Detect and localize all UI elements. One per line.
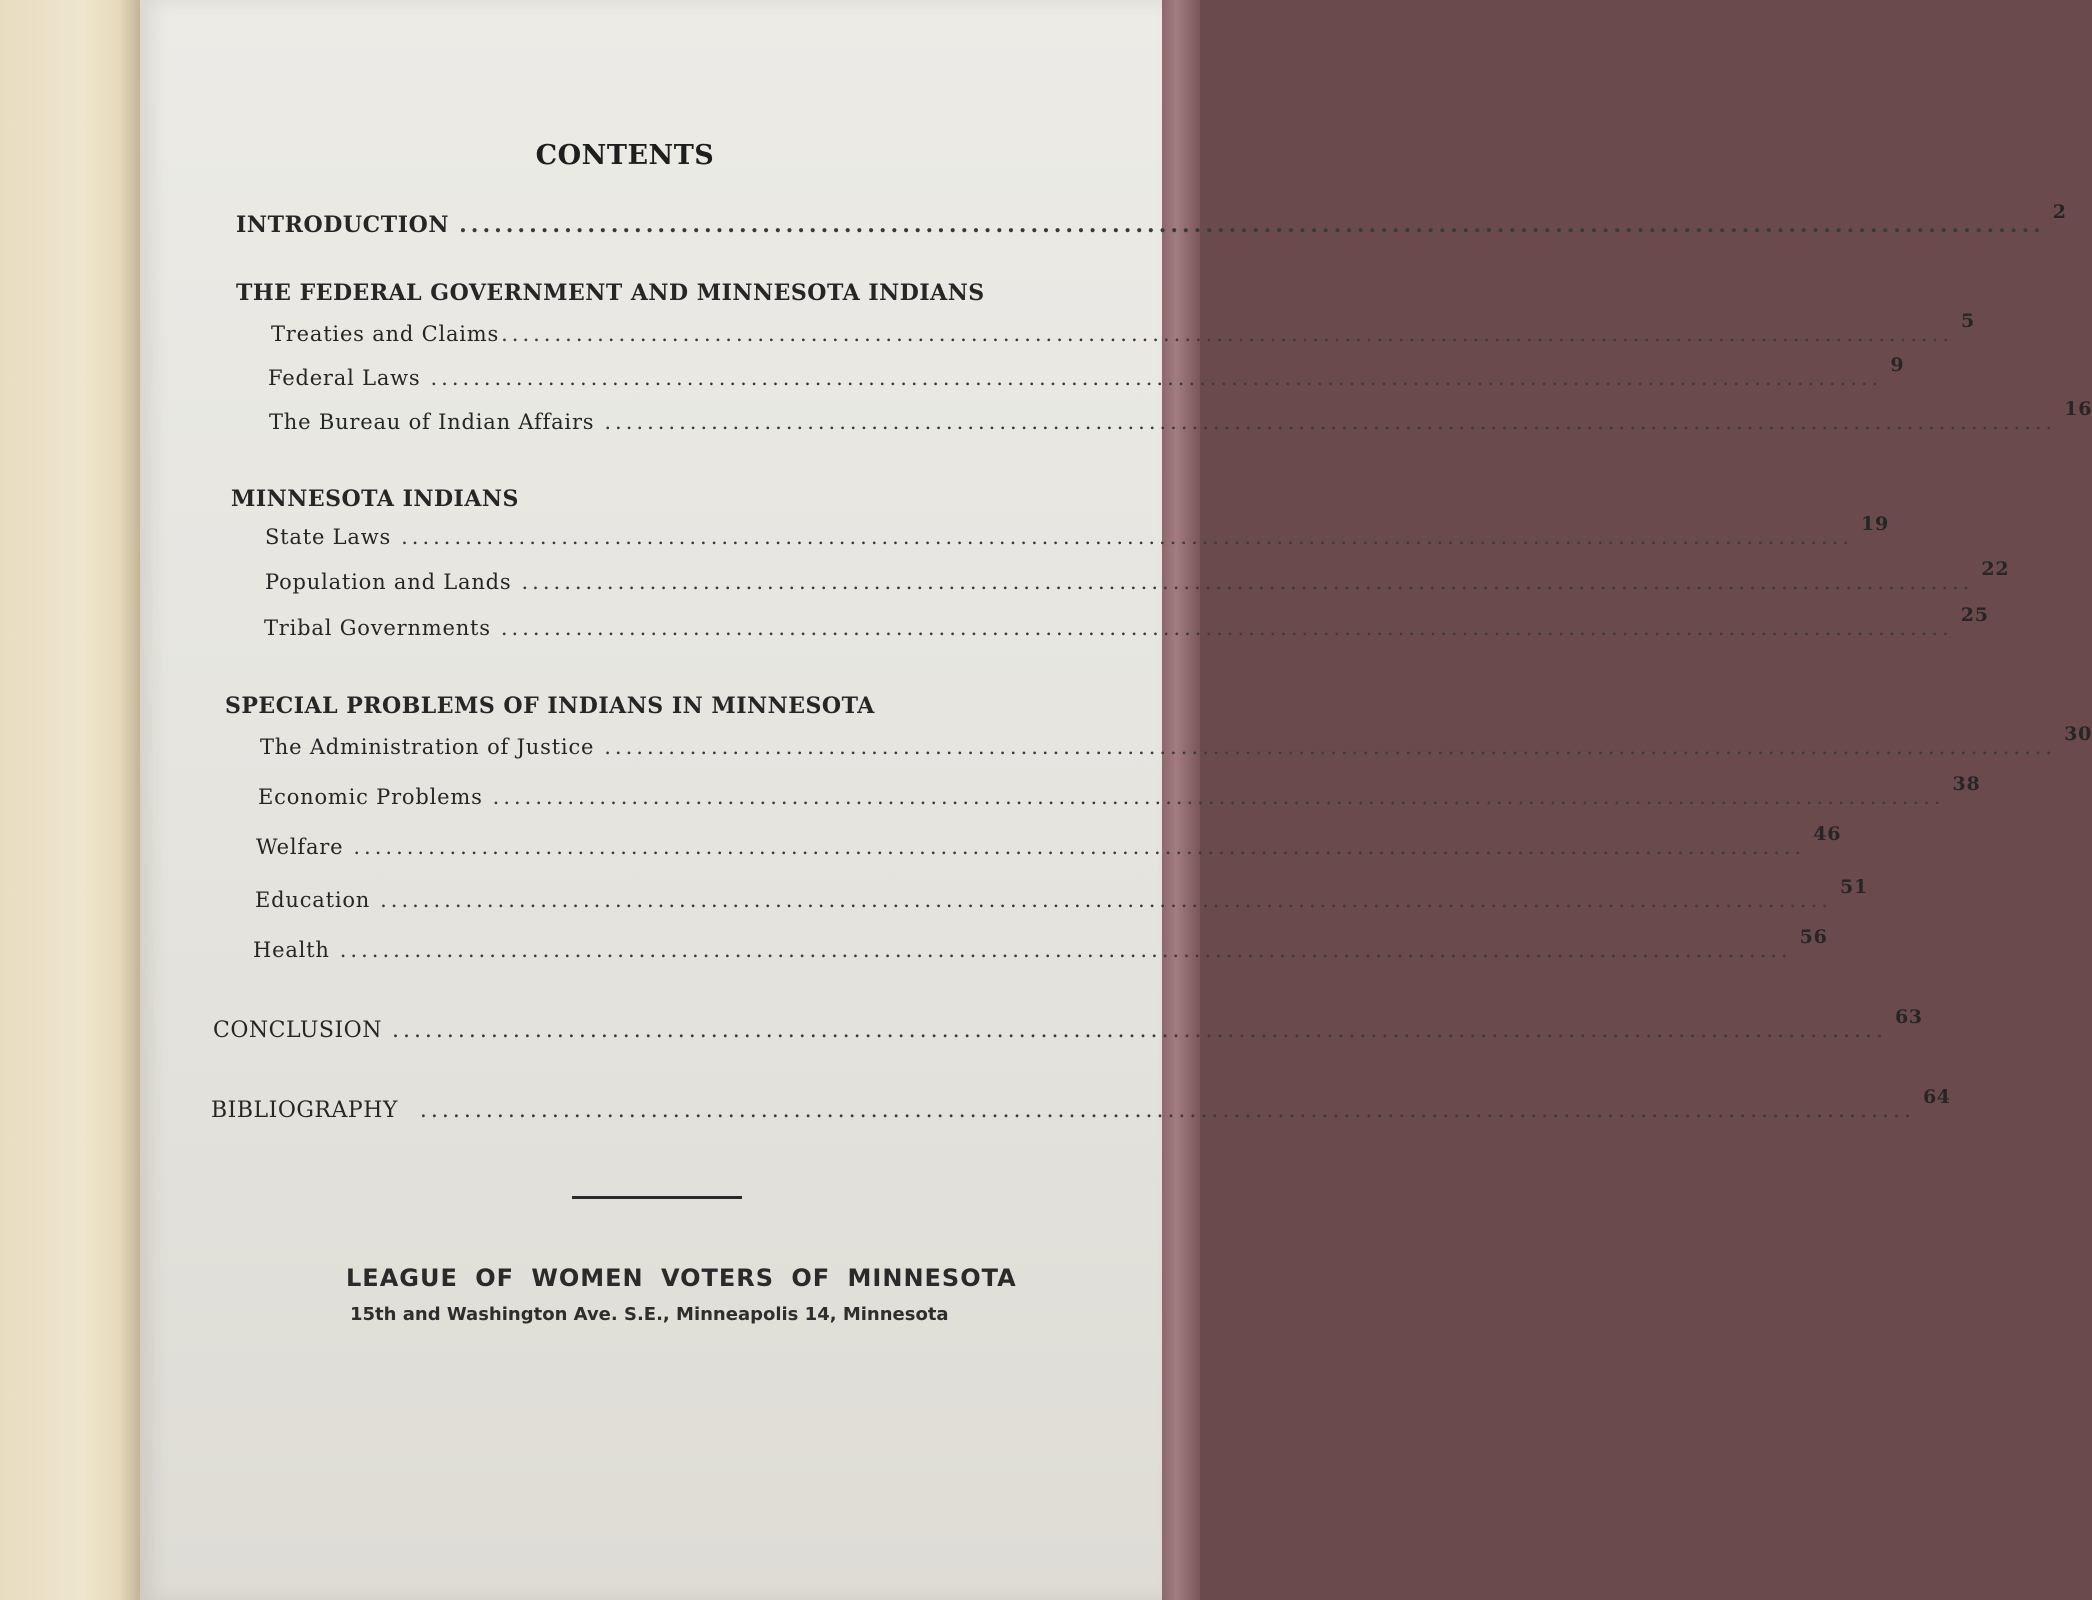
dot-leader: ........................................................................................................................................ (492, 785, 1945, 809)
toc-entry-education[interactable] (255, 876, 1868, 912)
toc-entry-justice[interactable] (260, 723, 2092, 759)
toc-page-number: 63 (1895, 1006, 1923, 1028)
toc-entry-label: Federal Laws (268, 366, 421, 390)
dot-leader: ........................................................................................................................................ (391, 1018, 1888, 1043)
toc-entry-label: Treaties and Claims (271, 322, 500, 346)
toc-entry-bureau[interactable] (269, 398, 2092, 434)
toc-entry-population[interactable] (265, 558, 2010, 594)
publisher-address: 15th and Washington Ave. S.E., Minneapolis 14, Minnesota (350, 1304, 949, 1325)
dot-leader: ........................................................................................................................................ (501, 322, 1953, 346)
toc-page-number: 51 (1839, 876, 1868, 898)
section-heading-special-problems[interactable]: SPECIAL PROBLEMS OF INDIANS IN MINNESOTA (225, 693, 875, 719)
toc-entry-introduction[interactable] (236, 201, 2067, 238)
toc-page-number: 56 (1799, 926, 1828, 948)
toc-entry-label: Population and Lands (265, 570, 512, 594)
toc-page-number: 5 (1960, 310, 1975, 332)
dot-leader: ........................................................................................................................................ (604, 410, 2057, 434)
toc-page-number: 19 (1860, 513, 1889, 535)
toc-entry-health[interactable] (253, 926, 1828, 962)
toc-entry-federal-laws[interactable] (268, 354, 1905, 390)
toc-entry-state-laws[interactable] (265, 513, 1889, 549)
dot-leader: ........................................................................................................................................ (419, 1098, 1915, 1123)
toc-entry-label: BIBLIOGRAPHY (211, 1098, 398, 1123)
toc-page-number: 25 (1960, 604, 1989, 626)
dot-leader: ........................................................................................................................................ (401, 525, 1853, 549)
toc-entry-label: CONCLUSION (213, 1018, 382, 1043)
toc-entry-label: Tribal Governments (264, 616, 491, 640)
toc-entry-label: Health (253, 938, 330, 962)
section-heading-minnesota[interactable]: MINNESOTA INDIANS (231, 486, 519, 512)
divider-rule (572, 1196, 742, 1199)
page-title: CONTENTS (535, 140, 715, 171)
publisher-name: LEAGUE OF WOMEN VOTERS OF MINNESOTA (346, 1264, 1017, 1292)
book-page (140, 0, 2092, 1600)
toc-page-number: 46 (1813, 823, 1842, 845)
dot-leader: ........................................................................................................................................ (459, 212, 2045, 238)
toc-entry-label: The Bureau of Indian Affairs (269, 410, 595, 434)
toc-page-number: 38 (1952, 773, 1981, 795)
toc-entry-economic[interactable] (258, 773, 1981, 809)
dot-leader: ........................................................................................................................................ (604, 735, 2057, 759)
toc-entry-label: Economic Problems (258, 785, 483, 809)
dot-leader: ........................................................................................................................................ (500, 616, 1953, 640)
toc-page-number: 16 (2064, 398, 2092, 420)
section-heading-federal[interactable]: THE FEDERAL GOVERNMENT AND MINNESOTA INDIANS (236, 280, 985, 306)
dot-leader: ........................................................................................................................................ (353, 835, 1806, 859)
toc-page-number: 64 (1922, 1086, 1951, 1108)
toc-entry-bibliography[interactable] (211, 1086, 1951, 1123)
toc-entry-conclusion[interactable] (213, 1006, 1923, 1043)
toc-page-number: 2 (2052, 201, 2067, 223)
toc-entry-label: State Laws (265, 525, 392, 549)
dot-leader: ........................................................................................................................................ (380, 888, 1832, 912)
toc-entry-label: Education (255, 888, 371, 912)
toc-page-number: 22 (1981, 558, 2010, 580)
toc-entry-tribal[interactable] (264, 604, 1989, 640)
toc-entry-label: Welfare (256, 835, 344, 859)
toc-entry-label: INTRODUCTION (236, 212, 450, 238)
dot-leader: ........................................................................................................................................ (521, 570, 1974, 594)
toc-page-number: 9 (1890, 354, 1905, 376)
toc-entry-welfare[interactable] (256, 823, 1842, 859)
toc-page-number: 30 (2064, 723, 2092, 745)
contents-page (140, 0, 2092, 1600)
dot-leader: ........................................................................................................................................ (339, 938, 1792, 962)
dot-leader: ........................................................................................................................................ (430, 366, 1883, 390)
toc-entry-treaties[interactable] (271, 310, 1975, 346)
toc-entry-label: The Administration of Justice (260, 735, 595, 759)
